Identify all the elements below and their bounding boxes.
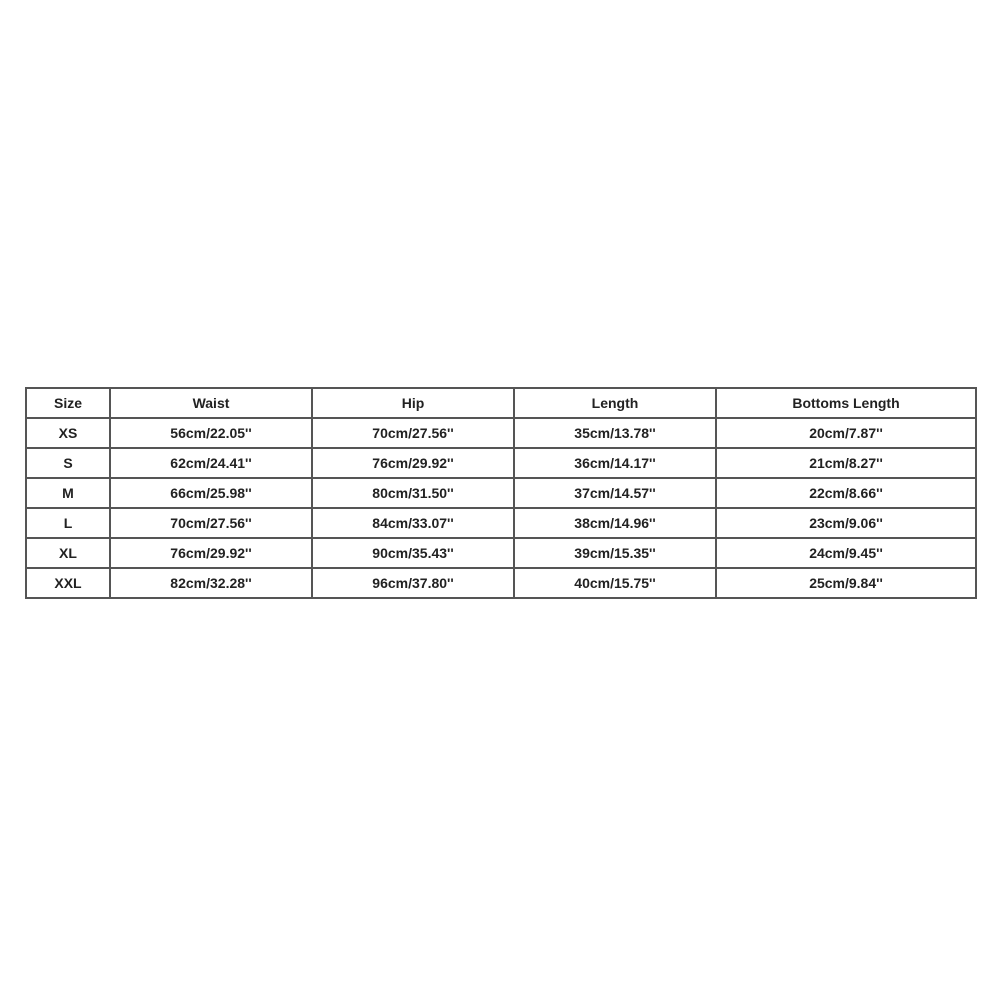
header-waist: Waist (110, 388, 312, 418)
waist-cell: 66cm/25.98'' (110, 478, 312, 508)
table-row (26, 478, 976, 508)
waist-cell: 62cm/24.41'' (110, 448, 312, 478)
table-row (26, 418, 976, 448)
size-chart-table (25, 387, 977, 599)
length-cell: 35cm/13.78'' (514, 418, 716, 448)
length-cell: 39cm/15.35'' (514, 538, 716, 568)
waist-cell: 82cm/32.28'' (110, 568, 312, 598)
hip-cell: 70cm/27.56'' (312, 418, 514, 448)
size-cell: XXL (26, 568, 110, 598)
table-header-row (26, 388, 976, 418)
waist-cell: 70cm/27.56'' (110, 508, 312, 538)
table-row (26, 568, 976, 598)
header-length: Length (514, 388, 716, 418)
bottoms-length-cell: 20cm/7.87'' (716, 418, 976, 448)
length-cell: 40cm/15.75'' (514, 568, 716, 598)
hip-cell: 96cm/37.80'' (312, 568, 514, 598)
size-cell: M (26, 478, 110, 508)
table-row (26, 448, 976, 478)
header-bottoms-length: Bottoms Length (716, 388, 976, 418)
hip-cell: 90cm/35.43'' (312, 538, 514, 568)
table-row (26, 538, 976, 568)
table-row (26, 508, 976, 538)
bottoms-length-cell: 21cm/8.27'' (716, 448, 976, 478)
size-cell: L (26, 508, 110, 538)
hip-cell: 76cm/29.92'' (312, 448, 514, 478)
waist-cell: 76cm/29.92'' (110, 538, 312, 568)
waist-cell: 56cm/22.05'' (110, 418, 312, 448)
header-size: Size (26, 388, 110, 418)
bottoms-length-cell: 23cm/9.06'' (716, 508, 976, 538)
bottoms-length-cell: 24cm/9.45'' (716, 538, 976, 568)
bottoms-length-cell: 25cm/9.84'' (716, 568, 976, 598)
size-cell: XL (26, 538, 110, 568)
hip-cell: 80cm/31.50'' (312, 478, 514, 508)
hip-cell: 84cm/33.07'' (312, 508, 514, 538)
header-hip: Hip (312, 388, 514, 418)
length-cell: 36cm/14.17'' (514, 448, 716, 478)
length-cell: 37cm/14.57'' (514, 478, 716, 508)
size-cell: S (26, 448, 110, 478)
bottoms-length-cell: 22cm/8.66'' (716, 478, 976, 508)
length-cell: 38cm/14.96'' (514, 508, 716, 538)
size-cell: XS (26, 418, 110, 448)
